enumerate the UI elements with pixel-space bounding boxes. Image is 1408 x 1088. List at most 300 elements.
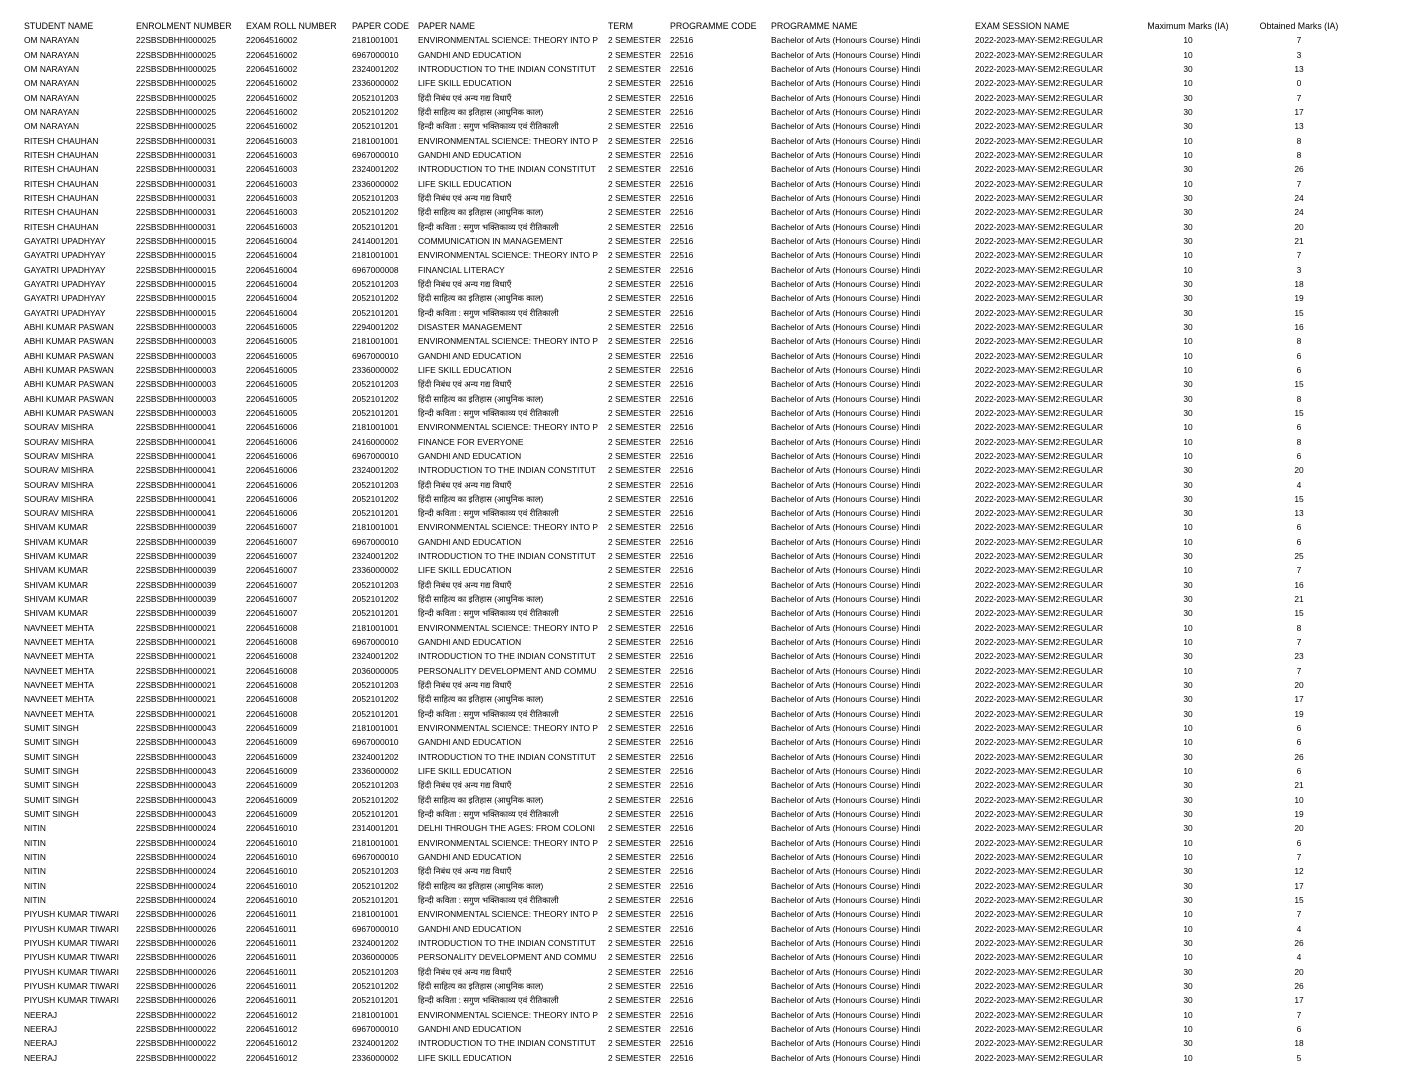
maximum-marks-cell: 10 <box>1183 49 1193 60</box>
programme-name-cell: Bachelor of Arts (Honours Course) Hindi <box>771 694 921 705</box>
programme-code-cell: 22516 <box>670 149 694 160</box>
enrolment-number-cell: 22SBSDBHHI000043 <box>136 737 217 748</box>
exam-session-name-cell: 2022-2023-MAY-SEM2:REGULAR <box>975 350 1104 361</box>
paper-name-cell: DISASTER MANAGEMENT <box>418 321 523 332</box>
term-cell: 2 SEMESTER <box>608 565 662 576</box>
obtained-marks-cell: 21 <box>1294 780 1304 791</box>
paper-name-cell: हिंदी साहित्य का इतिहास (आधुनिक काल) <box>418 106 544 117</box>
programme-code-cell: 22516 <box>670 522 694 533</box>
exam-session-name-cell: 2022-2023-MAY-SEM2:REGULAR <box>975 1038 1104 1049</box>
exam-session-name-cell: 2022-2023-MAY-SEM2:REGULAR <box>975 178 1104 189</box>
enrolment-number-cell: 22SBSDBHHI000026 <box>136 980 217 991</box>
paper-name-cell: GANDHI AND EDUCATION <box>418 49 522 60</box>
exam-session-name-cell: 2022-2023-MAY-SEM2:REGULAR <box>975 594 1104 605</box>
student-name-cell: NAVNEET MEHTA <box>24 694 94 705</box>
term-cell: 2 SEMESTER <box>608 364 662 375</box>
exam-roll-number-cell: 22064516008 <box>246 694 298 705</box>
exam-session-name-cell: 2022-2023-MAY-SEM2:REGULAR <box>975 737 1104 748</box>
obtained-marks-cell: 13 <box>1294 63 1304 74</box>
exam-session-name-cell: 2022-2023-MAY-SEM2:REGULAR <box>975 508 1104 519</box>
programme-name-cell: Bachelor of Arts (Honours Course) Hindi <box>771 780 921 791</box>
enrolment-number-cell: 22SBSDBHHI000021 <box>136 665 217 676</box>
paper-name-cell: ENVIRONMENTAL SCIENCE: THEORY INTO P <box>418 723 598 734</box>
student-name-cell: SUMIT SINGH <box>24 723 79 734</box>
enrolment-number-cell: 22SBSDBHHI000031 <box>136 207 217 218</box>
obtained-marks-cell: 7 <box>1296 909 1302 920</box>
enrolment-number-cell: 22SBSDBHHI000003 <box>136 321 217 332</box>
exam-roll-number-cell: 22064516007 <box>246 536 298 547</box>
exam-roll-number-cell: 22064516009 <box>246 723 298 734</box>
student-name-cell: SOURAV MISHRA <box>24 493 94 504</box>
table-row <box>24 435 1354 449</box>
exam-session-name-cell: 2022-2023-MAY-SEM2:REGULAR <box>975 780 1104 791</box>
term-cell: 2 SEMESTER <box>608 809 662 820</box>
obtained-marks-cell: 17 <box>1294 880 1304 891</box>
programme-name-cell: Bachelor of Arts (Honours Course) Hindi <box>771 952 921 963</box>
paper-code-cell: 6967000008 <box>352 264 399 275</box>
term-cell: 2 SEMESTER <box>608 622 662 633</box>
header-term: TERM <box>608 21 633 31</box>
paper-code-cell: 6967000010 <box>352 923 399 934</box>
obtained-marks-cell: 15 <box>1294 407 1304 418</box>
exam-roll-number-cell: 22064516010 <box>246 823 298 834</box>
programme-name-cell: Bachelor of Arts (Honours Course) Hindi <box>771 895 921 906</box>
term-cell: 2 SEMESTER <box>608 35 662 46</box>
maximum-marks-cell: 10 <box>1183 364 1193 375</box>
enrolment-number-cell: 22SBSDBHHI000043 <box>136 794 217 805</box>
paper-code-cell: 2052101202 <box>352 694 399 705</box>
header-programme-code: PROGRAMME CODE <box>670 21 757 31</box>
table-row <box>24 134 1354 148</box>
maximum-marks-cell: 10 <box>1183 852 1193 863</box>
exam-roll-number-cell: 22064516005 <box>246 364 298 375</box>
exam-session-name-cell: 2022-2023-MAY-SEM2:REGULAR <box>975 694 1104 705</box>
exam-session-name-cell: 2022-2023-MAY-SEM2:REGULAR <box>975 164 1104 175</box>
paper-name-cell: FINANCIAL LITERACY <box>418 264 505 275</box>
paper-name-cell: हिन्दी कविता : सगुण भक्तिकाव्य एवं रीतिकाली <box>418 121 559 132</box>
maximum-marks-cell: 30 <box>1183 594 1193 605</box>
enrolment-number-cell: 22SBSDBHHI000026 <box>136 938 217 948</box>
enrolment-number-cell: 22SBSDBHHI000039 <box>136 522 217 533</box>
obtained-marks-cell: 15 <box>1294 895 1304 906</box>
obtained-marks-cell: 8 <box>1296 393 1302 404</box>
student-name-cell: OM NARAYAN <box>24 121 80 132</box>
table-row <box>24 449 1354 463</box>
enrolment-number-cell: 22SBSDBHHI000025 <box>136 49 217 60</box>
maximum-marks-cell: 30 <box>1183 207 1193 218</box>
programme-name-cell: Bachelor of Arts (Honours Course) Hindi <box>771 135 921 146</box>
exam-session-name-cell: 2022-2023-MAY-SEM2:REGULAR <box>975 852 1104 863</box>
table-row <box>24 649 1354 663</box>
programme-code-cell: 22516 <box>670 1023 694 1034</box>
exam-roll-number-cell: 22064516002 <box>246 63 298 74</box>
paper-code-cell: 2036000005 <box>352 665 399 676</box>
enrolment-number-cell: 22SBSDBHHI000021 <box>136 694 217 705</box>
programme-code-cell: 22516 <box>670 637 694 648</box>
enrolment-number-cell: 22SBSDBHHI000022 <box>136 1023 217 1034</box>
programme-code-cell: 22516 <box>670 938 694 948</box>
programme-name-cell: Bachelor of Arts (Honours Course) Hindi <box>771 665 921 676</box>
exam-roll-number-cell: 22064516003 <box>246 221 298 232</box>
enrolment-number-cell: 22SBSDBHHI000031 <box>136 178 217 189</box>
table-row <box>24 248 1354 262</box>
student-name-cell: NITIN <box>24 852 46 863</box>
enrolment-number-cell: 22SBSDBHHI000041 <box>136 465 217 476</box>
exam-roll-number-cell: 22064516011 <box>246 909 297 920</box>
programme-code-cell: 22516 <box>670 751 694 762</box>
term-cell: 2 SEMESTER <box>608 63 662 74</box>
obtained-marks-cell: 15 <box>1294 379 1304 390</box>
exam-session-name-cell: 2022-2023-MAY-SEM2:REGULAR <box>975 866 1104 877</box>
exam-roll-number-cell: 22064516007 <box>246 579 298 590</box>
exam-session-name-cell: 2022-2023-MAY-SEM2:REGULAR <box>975 637 1104 648</box>
maximum-marks-cell: 30 <box>1183 751 1193 762</box>
enrolment-number-cell: 22SBSDBHHI000043 <box>136 766 217 777</box>
table-row <box>24 692 1354 706</box>
maximum-marks-cell: 30 <box>1183 866 1193 877</box>
enrolment-number-cell: 22SBSDBHHI000003 <box>136 379 217 390</box>
term-cell: 2 SEMESTER <box>608 708 662 719</box>
paper-code-cell: 2052101202 <box>352 293 399 304</box>
exam-roll-number-cell: 22064516003 <box>246 178 298 189</box>
enrolment-number-cell: 22SBSDBHHI000015 <box>136 307 217 318</box>
exam-roll-number-cell: 22064516006 <box>246 465 298 476</box>
table-row <box>24 621 1354 635</box>
paper-name-cell: हिन्दी कविता : सगुण भक्तिकाव्य एवं रीतिकाली <box>418 221 559 232</box>
exam-roll-number-cell: 22064516011 <box>246 923 297 934</box>
obtained-marks-cell: 6 <box>1296 536 1302 547</box>
maximum-marks-cell: 30 <box>1183 121 1193 132</box>
paper-code-cell: 2052101202 <box>352 794 399 805</box>
programme-code-cell: 22516 <box>670 823 694 834</box>
obtained-marks-cell: 4 <box>1296 952 1302 963</box>
student-name-cell: ABHI KUMAR PASWAN <box>24 379 114 390</box>
exam-session-name-cell: 2022-2023-MAY-SEM2:REGULAR <box>975 321 1104 332</box>
programme-code-cell: 22516 <box>670 422 694 433</box>
exam-roll-number-cell: 22064516003 <box>246 164 298 175</box>
programme-code-cell: 22516 <box>670 880 694 891</box>
exam-session-name-cell: 2022-2023-MAY-SEM2:REGULAR <box>975 235 1104 246</box>
maximum-marks-cell: 30 <box>1183 164 1193 175</box>
exam-roll-number-cell: 22064516005 <box>246 379 298 390</box>
maximum-marks-cell: 30 <box>1183 608 1193 619</box>
programme-code-cell: 22516 <box>670 651 694 662</box>
programme-code-cell: 22516 <box>670 794 694 805</box>
programme-name-cell: Bachelor of Arts (Honours Course) Hindi <box>771 1023 921 1034</box>
obtained-marks-cell: 17 <box>1294 106 1304 117</box>
obtained-marks-cell: 16 <box>1294 579 1304 590</box>
exam-session-name-cell: 2022-2023-MAY-SEM2:REGULAR <box>975 250 1104 261</box>
exam-roll-number-cell: 22064516008 <box>246 622 298 633</box>
maximum-marks-cell: 30 <box>1183 966 1193 977</box>
obtained-marks-cell: 7 <box>1296 1009 1302 1020</box>
student-name-cell: SUMIT SINGH <box>24 766 79 777</box>
term-cell: 2 SEMESTER <box>608 178 662 189</box>
obtained-marks-cell: 24 <box>1294 192 1304 203</box>
programme-name-cell: Bachelor of Arts (Honours Course) Hindi <box>771 751 921 762</box>
programme-code-cell: 22516 <box>670 121 694 132</box>
student-name-cell: GAYATRI UPADHYAY <box>24 293 106 304</box>
programme-name-cell: Bachelor of Arts (Honours Course) Hindi <box>771 737 921 748</box>
programme-name-cell: Bachelor of Arts (Honours Course) Hindi <box>771 207 921 218</box>
paper-code-cell: 6967000010 <box>352 450 399 461</box>
programme-name-cell: Bachelor of Arts (Honours Course) Hindi <box>771 637 921 648</box>
table-row <box>24 606 1354 620</box>
maximum-marks-cell: 30 <box>1183 221 1193 232</box>
exam-session-name-cell: 2022-2023-MAY-SEM2:REGULAR <box>975 121 1104 132</box>
obtained-marks-cell: 19 <box>1294 708 1304 719</box>
paper-code-cell: 6967000010 <box>352 149 399 160</box>
enrolment-number-cell: 22SBSDBHHI000039 <box>136 565 217 576</box>
term-cell: 2 SEMESTER <box>608 379 662 390</box>
maximum-marks-cell: 10 <box>1183 1009 1193 1020</box>
paper-name-cell: ENVIRONMENTAL SCIENCE: THEORY INTO P <box>418 909 598 920</box>
programme-code-cell: 22516 <box>670 694 694 705</box>
table-row <box>24 721 1354 735</box>
paper-name-cell: हिंदी साहित्य का इतिहास (आधुनिक काल) <box>418 293 544 304</box>
enrolment-number-cell: 22SBSDBHHI000021 <box>136 651 217 662</box>
programme-name-cell: Bachelor of Arts (Honours Course) Hindi <box>771 766 921 777</box>
paper-name-cell: हिंदी साहित्य का इतिहास (आधुनिक काल) <box>418 694 544 705</box>
exam-session-name-cell: 2022-2023-MAY-SEM2:REGULAR <box>975 809 1104 820</box>
paper-name-cell: COMMUNICATION IN MANAGEMENT <box>418 235 564 246</box>
programme-name-cell: Bachelor of Arts (Honours Course) Hindi <box>771 995 921 1006</box>
programme-name-cell: Bachelor of Arts (Honours Course) Hindi <box>771 980 921 991</box>
enrolment-number-cell: 22SBSDBHHI000025 <box>136 78 217 89</box>
enrolment-number-cell: 22SBSDBHHI000043 <box>136 780 217 791</box>
exam-session-name-cell: 2022-2023-MAY-SEM2:REGULAR <box>975 880 1104 891</box>
maximum-marks-cell: 30 <box>1183 579 1193 590</box>
term-cell: 2 SEMESTER <box>608 264 662 275</box>
term-cell: 2 SEMESTER <box>608 866 662 877</box>
maximum-marks-cell: 30 <box>1183 938 1193 948</box>
maximum-marks-cell: 10 <box>1183 178 1193 189</box>
table-row <box>24 807 1354 821</box>
obtained-marks-cell: 21 <box>1294 235 1304 246</box>
programme-code-cell: 22516 <box>670 479 694 490</box>
programme-code-cell: 22516 <box>670 866 694 877</box>
paper-name-cell: INTRODUCTION TO THE INDIAN CONSTITUT <box>418 751 596 762</box>
table-row <box>24 750 1354 764</box>
student-name-cell: NEERAJ <box>24 1009 58 1020</box>
term-cell: 2 SEMESTER <box>608 923 662 934</box>
student-name-cell: ABHI KUMAR PASWAN <box>24 321 114 332</box>
enrolment-number-cell: 22SBSDBHHI000022 <box>136 1038 217 1049</box>
paper-name-cell: हिंदी निबंध एवं अन्य गद्य विधाएँ <box>418 966 512 977</box>
paper-name-cell: हिन्दी कविता : सगुण भक्तिकाव्य एवं रीतिकाली <box>418 995 559 1006</box>
obtained-marks-cell: 23 <box>1294 651 1304 662</box>
programme-code-cell: 22516 <box>670 364 694 375</box>
exam-roll-number-cell: 22064516010 <box>246 880 298 891</box>
term-cell: 2 SEMESTER <box>608 1023 662 1034</box>
exam-roll-number-cell: 22064516011 <box>246 980 297 991</box>
programme-name-cell: Bachelor of Arts (Honours Course) Hindi <box>771 264 921 275</box>
obtained-marks-cell: 20 <box>1294 465 1304 476</box>
paper-code-cell: 2052101201 <box>352 508 399 519</box>
header-enrolment-number: ENROLMENT NUMBER <box>136 21 232 31</box>
term-cell: 2 SEMESTER <box>608 637 662 648</box>
table-row <box>24 406 1354 420</box>
term-cell: 2 SEMESTER <box>608 106 662 117</box>
enrolment-number-cell: 22SBSDBHHI000015 <box>136 264 217 275</box>
exam-roll-number-cell: 22064516009 <box>246 780 298 791</box>
table-row <box>24 578 1354 592</box>
paper-code-cell: 2314001201 <box>352 823 399 834</box>
maximum-marks-cell: 30 <box>1183 809 1193 820</box>
exam-session-name-cell: 2022-2023-MAY-SEM2:REGULAR <box>975 379 1104 390</box>
maximum-marks-cell: 30 <box>1183 393 1193 404</box>
table-row <box>24 563 1354 577</box>
student-name-cell: OM NARAYAN <box>24 63 80 74</box>
paper-name-cell: हिंदी निबंध एवं अन्य गद्य विधाएँ <box>418 278 512 289</box>
term-cell: 2 SEMESTER <box>608 651 662 662</box>
exam-session-name-cell: 2022-2023-MAY-SEM2:REGULAR <box>975 92 1104 103</box>
exam-session-name-cell: 2022-2023-MAY-SEM2:REGULAR <box>975 293 1104 304</box>
student-name-cell: NAVNEET MEHTA <box>24 637 94 648</box>
obtained-marks-cell: 6 <box>1296 723 1302 734</box>
exam-session-name-cell: 2022-2023-MAY-SEM2:REGULAR <box>975 551 1104 562</box>
exam-session-name-cell: 2022-2023-MAY-SEM2:REGULAR <box>975 1009 1104 1020</box>
programme-code-cell: 22516 <box>670 407 694 418</box>
term-cell: 2 SEMESTER <box>608 880 662 891</box>
programme-code-cell: 22516 <box>670 980 694 991</box>
table-row <box>24 879 1354 893</box>
exam-roll-number-cell: 22064516004 <box>246 307 298 318</box>
student-name-cell: ABHI KUMAR PASWAN <box>24 407 114 418</box>
table-row <box>24 707 1354 721</box>
term-cell: 2 SEMESTER <box>608 522 662 533</box>
paper-code-cell: 2181001001 <box>352 135 399 146</box>
student-name-cell: NAVNEET MEHTA <box>24 708 94 719</box>
obtained-marks-cell: 5 <box>1296 1052 1302 1063</box>
exam-roll-number-cell: 22064516010 <box>246 895 298 906</box>
paper-name-cell: हिंदी निबंध एवं अन्य गद्य विधाएँ <box>418 192 512 203</box>
paper-name-cell: GANDHI AND EDUCATION <box>418 350 522 361</box>
exam-session-name-cell: 2022-2023-MAY-SEM2:REGULAR <box>975 938 1104 948</box>
exam-roll-number-cell: 22064516006 <box>246 450 298 461</box>
term-cell: 2 SEMESTER <box>608 608 662 619</box>
table-row <box>24 1022 1354 1036</box>
student-name-cell: PIYUSH KUMAR TIWARI <box>24 923 119 934</box>
exam-session-name-cell: 2022-2023-MAY-SEM2:REGULAR <box>975 837 1104 848</box>
programme-name-cell: Bachelor of Arts (Honours Course) Hindi <box>771 78 921 89</box>
term-cell: 2 SEMESTER <box>608 321 662 332</box>
enrolment-number-cell: 22SBSDBHHI000022 <box>136 1052 217 1063</box>
paper-code-cell: 2052101203 <box>352 966 399 977</box>
exam-session-name-cell: 2022-2023-MAY-SEM2:REGULAR <box>975 923 1104 934</box>
exam-session-name-cell: 2022-2023-MAY-SEM2:REGULAR <box>975 307 1104 318</box>
term-cell: 2 SEMESTER <box>608 594 662 605</box>
maximum-marks-cell: 30 <box>1183 106 1193 117</box>
term-cell: 2 SEMESTER <box>608 938 662 948</box>
enrolment-number-cell: 22SBSDBHHI000039 <box>136 551 217 562</box>
exam-roll-number-cell: 22064516003 <box>246 149 298 160</box>
student-name-cell: OM NARAYAN <box>24 49 80 60</box>
paper-name-cell: DELHI THROUGH THE AGES: FROM COLONI <box>418 823 595 834</box>
exam-roll-number-cell: 22064516003 <box>246 207 298 218</box>
table-row <box>24 979 1354 993</box>
table-row <box>24 506 1354 520</box>
paper-code-cell: 2052101201 <box>352 608 399 619</box>
maximum-marks-cell: 30 <box>1183 307 1193 318</box>
exam-roll-number-cell: 22064516005 <box>246 321 298 332</box>
obtained-marks-cell: 12 <box>1294 866 1304 877</box>
term-cell: 2 SEMESTER <box>608 350 662 361</box>
enrolment-number-cell: 22SBSDBHHI000003 <box>136 336 217 347</box>
term-cell: 2 SEMESTER <box>608 909 662 920</box>
obtained-marks-cell: 24 <box>1294 207 1304 218</box>
exam-session-name-cell: 2022-2023-MAY-SEM2:REGULAR <box>975 680 1104 691</box>
exam-roll-number-cell: 22064516010 <box>246 837 298 848</box>
maximum-marks-cell: 10 <box>1183 723 1193 734</box>
programme-name-cell: Bachelor of Arts (Honours Course) Hindi <box>771 966 921 977</box>
exam-roll-number-cell: 22064516004 <box>246 278 298 289</box>
programme-name-cell: Bachelor of Arts (Honours Course) Hindi <box>771 680 921 691</box>
header-maximum-marks: Maximum Marks (IA) <box>1147 21 1229 31</box>
enrolment-number-cell: 22SBSDBHHI000021 <box>136 637 217 648</box>
programme-name-cell: Bachelor of Arts (Honours Course) Hindi <box>771 579 921 590</box>
programme-code-cell: 22516 <box>670 809 694 820</box>
paper-code-cell: 2052101203 <box>352 479 399 490</box>
table-row <box>24 535 1354 549</box>
student-name-cell: RITESH CHAUHAN <box>24 135 99 146</box>
programme-name-cell: Bachelor of Arts (Honours Course) Hindi <box>771 938 921 948</box>
exam-session-name-cell: 2022-2023-MAY-SEM2:REGULAR <box>975 63 1104 74</box>
exam-session-name-cell: 2022-2023-MAY-SEM2:REGULAR <box>975 651 1104 662</box>
maximum-marks-cell: 10 <box>1183 909 1193 920</box>
student-name-cell: NITIN <box>24 866 46 877</box>
exam-roll-number-cell: 22064516011 <box>246 938 297 948</box>
table-row <box>24 349 1354 363</box>
exam-session-name-cell: 2022-2023-MAY-SEM2:REGULAR <box>975 895 1104 906</box>
student-name-cell: GAYATRI UPADHYAY <box>24 264 106 275</box>
maximum-marks-cell: 10 <box>1183 1023 1193 1034</box>
term-cell: 2 SEMESTER <box>608 78 662 89</box>
enrolment-number-cell: 22SBSDBHHI000041 <box>136 493 217 504</box>
student-name-cell: RITESH CHAUHAN <box>24 178 99 189</box>
obtained-marks-cell: 6 <box>1296 422 1302 433</box>
exam-roll-number-cell: 22064516003 <box>246 135 298 146</box>
exam-session-name-cell: 2022-2023-MAY-SEM2:REGULAR <box>975 364 1104 375</box>
enrolment-number-cell: 22SBSDBHHI000025 <box>136 121 217 132</box>
enrolment-number-cell: 22SBSDBHHI000021 <box>136 622 217 633</box>
table-row <box>24 148 1354 162</box>
programme-name-cell: Bachelor of Arts (Honours Course) Hindi <box>771 92 921 103</box>
enrolment-number-cell: 22SBSDBHHI000026 <box>136 923 217 934</box>
paper-code-cell: 6967000010 <box>352 1023 399 1034</box>
paper-name-cell: GANDHI AND EDUCATION <box>418 852 522 863</box>
exam-roll-number-cell: 22064516008 <box>246 637 298 648</box>
term-cell: 2 SEMESTER <box>608 336 662 347</box>
enrolment-number-cell: 22SBSDBHHI000015 <box>136 293 217 304</box>
obtained-marks-cell: 13 <box>1294 121 1304 132</box>
maximum-marks-cell: 10 <box>1183 149 1193 160</box>
paper-code-cell: 2052101201 <box>352 307 399 318</box>
term-cell: 2 SEMESTER <box>608 192 662 203</box>
term-cell: 2 SEMESTER <box>608 980 662 991</box>
student-name-cell: SOURAV MISHRA <box>24 436 94 447</box>
maximum-marks-cell: 30 <box>1183 680 1193 691</box>
paper-name-cell: हिंदी निबंध एवं अन्य गद्य विधाएँ <box>418 479 512 490</box>
paper-name-cell: हिंदी निबंध एवं अन्य गद्य विधाएँ <box>418 680 512 691</box>
paper-code-cell: 2052101203 <box>352 680 399 691</box>
student-name-cell: NAVNEET MEHTA <box>24 651 94 662</box>
header-exam-session-name: EXAM SESSION NAME <box>975 21 1070 31</box>
obtained-marks-cell: 6 <box>1296 450 1302 461</box>
obtained-marks-cell: 7 <box>1296 92 1302 103</box>
paper-name-cell: हिंदी साहित्य का इतिहास (आधुनिक काल) <box>418 794 544 805</box>
obtained-marks-cell: 21 <box>1294 594 1304 605</box>
